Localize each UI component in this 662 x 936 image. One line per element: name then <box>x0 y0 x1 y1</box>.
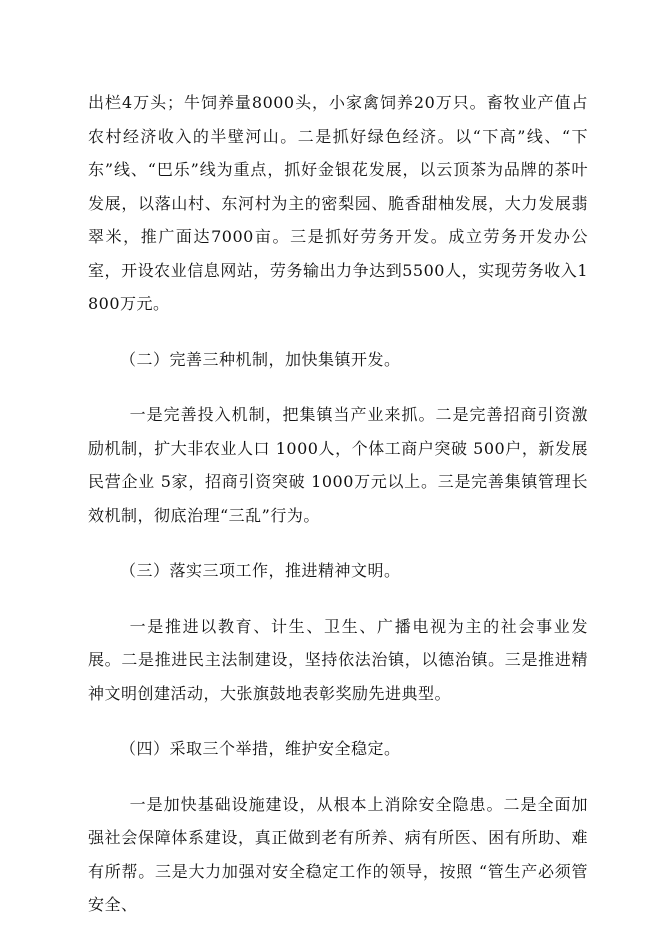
section-heading-4: （四）采取三个举措，维护安全稳定。 <box>120 739 401 758</box>
document-page <box>88 86 588 922</box>
paragraph-livestock-green-labor: 出栏4万头；牛饲养量8000头，小家禽饲养20万只。畜牧业产值占农村经济收入的半壁河山。二是抓好绿色经济。以“下高”线、“下东”线、“巴乐”线为重点，抓好金银花发展，以云顶茶为品牌的茶叶发展，以落山村、东河村为主的密梨园、脆香甜柚发展，大力发展翡翠米，推广面达7000亩。三是抓好劳务开发。成立劳务开发办公室，开设农业信息网站，劳务输出力争达到5500人，实现劳务收入1800万元。 <box>88 93 588 313</box>
paragraph-town-mechanisms: 一是完善投入机制，把集镇当产业来抓。二是完善招商引资激励机制，扩大非农业人口 1000人，个体工商户突破 500户，新发展民营企业 5家，招商引资突破 1000万元以上。三是完善集镇管理长效机制，彻底治理“三乱”行为。 <box>88 405 588 525</box>
paragraph-safety-stability: 一是加快基础设施建设，从根本上消除安全隐患。二是全面加强社会保障体系建设，真正做到老有所养、病有所医、困有所助、难有所帮。三是大力加强对安全稳定工作的领导，按照 “管生产必须管安全、 <box>88 794 588 914</box>
paragraph-spiritual-civilization: 一是推进以教育、计生、卫生、广播电视为主的社会事业发展。二是推进民主法制建设，坚持依法治镇，以德治镇。三是推进精神文明创建活动，大张旗鼓地表彰奖励先进典型。 <box>88 616 588 703</box>
section-heading-2: （二）完善三种机制，加快集镇开发。 <box>120 349 401 369</box>
section-heading-3: （三）落实三项工作，推进精神文明。 <box>120 561 401 580</box>
